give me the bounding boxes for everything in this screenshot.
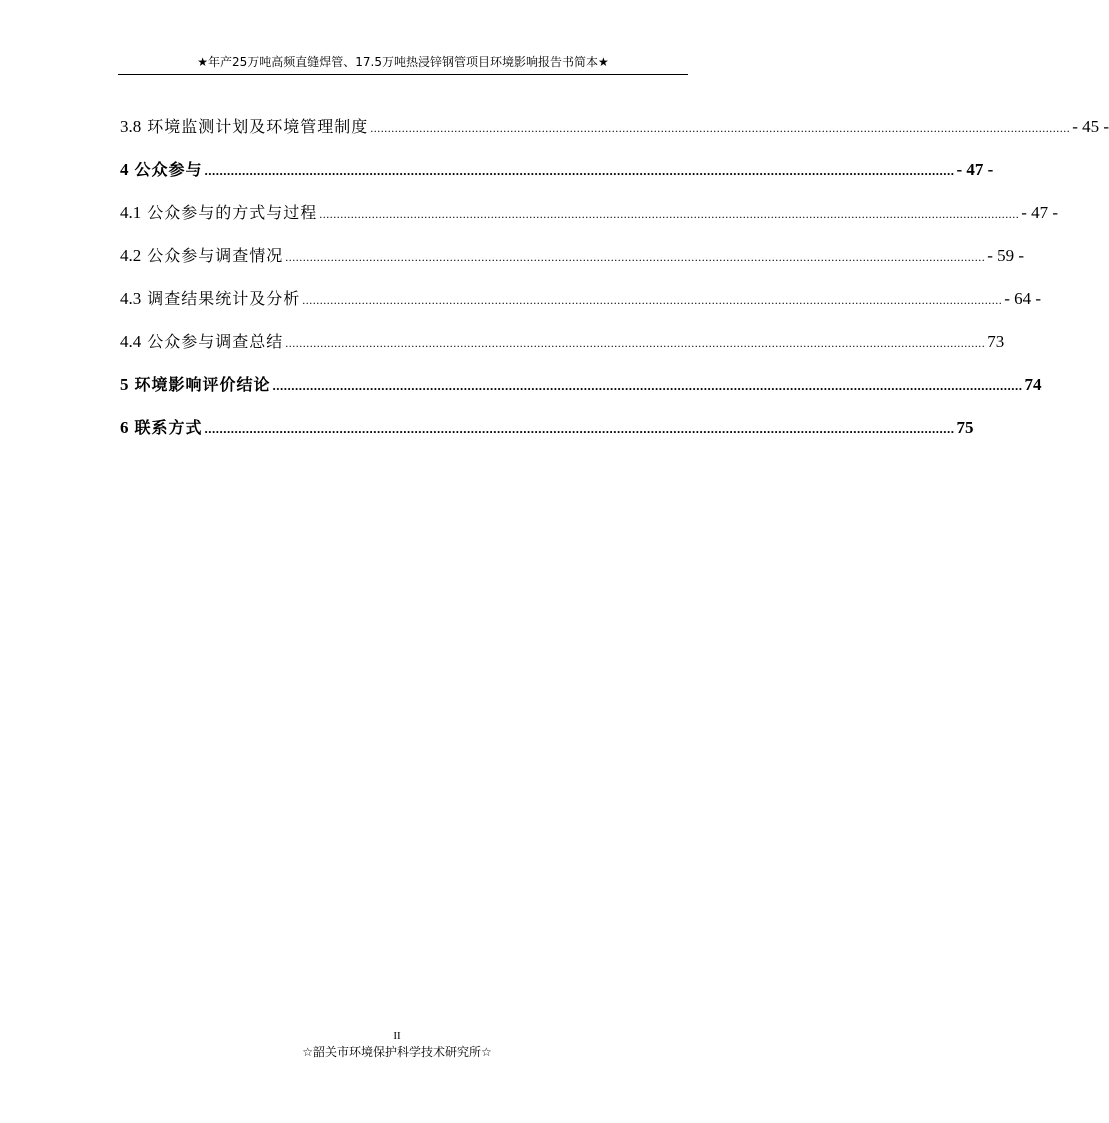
- toc-entry-title: 公众参与: [134, 160, 203, 179]
- toc-entry-page: 75: [956, 418, 974, 437]
- toc-entry-title: 公众参与调查总结: [147, 332, 284, 351]
- toc-entry-title: 环境监测计划及环境管理制度: [147, 117, 369, 136]
- page-number: II: [393, 1030, 401, 1042]
- toc-entry-page: - 64 -: [1004, 289, 1042, 308]
- toc-entry-4-4[interactable]: [120, 329, 1005, 372]
- toc-leader-dots: ........................................................................................................................................................................................................: [319, 207, 1020, 221]
- table-of-contents: [120, 114, 1109, 458]
- toc-entry-page: - 59 -: [987, 246, 1025, 265]
- toc-entry-3-8[interactable]: [120, 114, 1109, 157]
- toc-leader-dots: ........................................................................................................................................................................................................: [272, 378, 1023, 393]
- toc-entry-page: 74: [1024, 375, 1042, 394]
- page-header-title: ★年产25万吨高频直缝焊管、17.5万吨热浸锌钢管项目环境影响报告书简本★: [197, 55, 609, 69]
- toc-entry-4-1[interactable]: [120, 200, 1059, 243]
- toc-entry-title: 公众参与的方式与过程: [147, 203, 318, 222]
- toc-entry-number: 6: [120, 418, 129, 437]
- toc-entry-number: 3.8: [120, 117, 142, 136]
- toc-entry-number: 4.1: [120, 203, 142, 222]
- toc-leader-dots: ........................................................................................................................................................................................................: [204, 421, 955, 436]
- toc-leader-dots: ........................................................................................................................................................................................................: [285, 250, 986, 264]
- toc-entry-page: - 45 -: [1072, 117, 1109, 136]
- toc-entry-4[interactable]: [120, 157, 994, 200]
- toc-entry-page: - 47 -: [1021, 203, 1059, 222]
- toc-entry-number: 4.4: [120, 332, 142, 351]
- toc-entry-4-2[interactable]: [120, 243, 1025, 286]
- toc-entry-title: 环境影响评价结论: [134, 375, 271, 394]
- toc-entry-6[interactable]: [120, 415, 974, 458]
- toc-entry-5[interactable]: [120, 372, 1042, 415]
- toc-leader-dots: ........................................................................................................................................................................................................: [204, 163, 955, 178]
- toc-leader-dots: ........................................................................................................................................................................................................: [285, 336, 986, 350]
- toc-entry-title: 联系方式: [134, 418, 203, 437]
- toc-entry-number: 4: [120, 160, 129, 179]
- toc-leader-dots: ........................................................................................................................................................................................................: [302, 293, 1003, 307]
- toc-entry-page: - 47 -: [956, 160, 994, 179]
- toc-entry-number: 4.3: [120, 289, 142, 308]
- footer-organization: ☆韶关市环境保护科学技术研究所☆: [302, 1045, 492, 1059]
- toc-entry-4-3[interactable]: [120, 286, 1042, 329]
- toc-entry-page: 73: [987, 332, 1005, 351]
- toc-entry-title: 公众参与调查情况: [147, 246, 284, 265]
- header-divider: [118, 74, 688, 75]
- toc-entry-number: 5: [120, 375, 129, 394]
- toc-entry-title: 调查结果统计及分析: [147, 289, 301, 308]
- toc-leader-dots: ........................................................................................................................................................................................................: [370, 121, 1071, 135]
- toc-entry-number: 4.2: [120, 246, 142, 265]
